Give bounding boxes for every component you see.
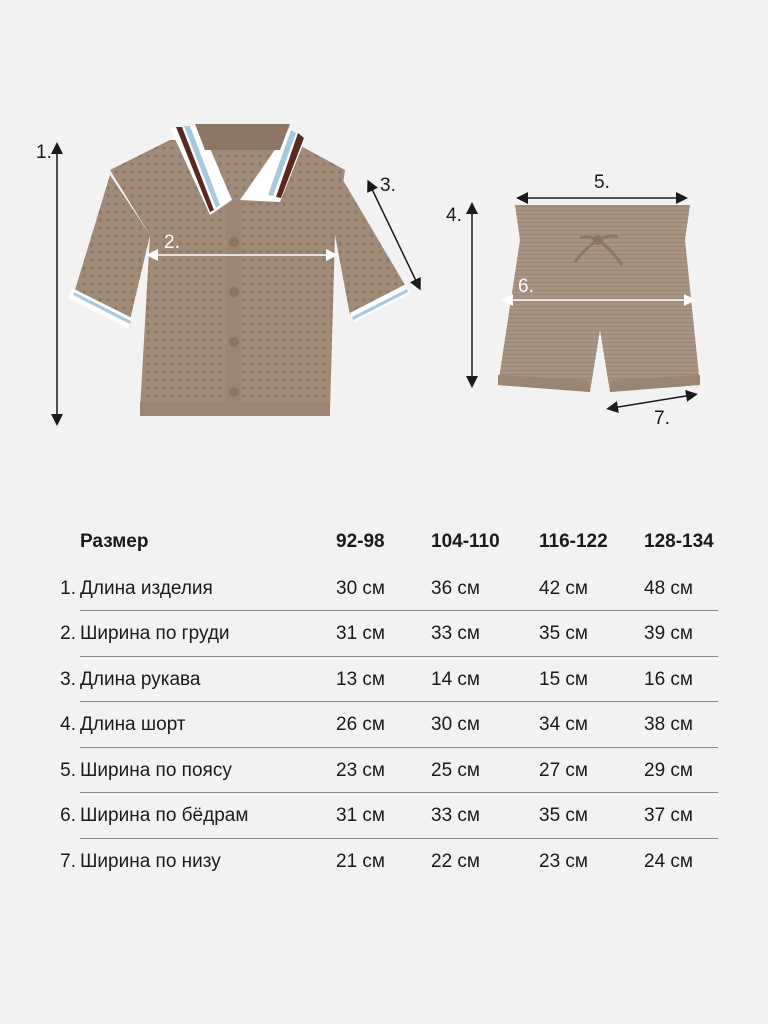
- row-value: 21 см: [336, 850, 385, 872]
- garment-diagram: [0, 0, 768, 470]
- measure-label-7: 7.: [654, 408, 670, 429]
- row-value: 35 см: [539, 623, 588, 644]
- measure-label-1: 1.: [36, 142, 52, 163]
- shirt-placket: [226, 200, 242, 410]
- row-value: 39 см: [644, 623, 693, 644]
- row-number: 7.: [60, 850, 76, 872]
- row-name: Ширина по поясу: [80, 759, 232, 781]
- table-header-size: 128-134: [644, 531, 714, 552]
- shirt: [68, 124, 410, 416]
- row-name: Ширина по бёдрам: [80, 805, 249, 826]
- table-row: [0, 839, 768, 885]
- row-value: 23 см: [336, 759, 385, 781]
- row-value: 15 см: [539, 668, 588, 690]
- table-row: [0, 748, 768, 794]
- table-row: [0, 566, 768, 612]
- row-value: 26 см: [336, 714, 385, 735]
- shorts-body: [498, 240, 700, 392]
- row-name: Ширина по низу: [80, 850, 221, 872]
- row-number: 2.: [60, 623, 76, 644]
- row-value: 25 см: [431, 759, 480, 781]
- size-table: [0, 520, 768, 884]
- shirt-button: [229, 287, 239, 297]
- row-value: 14 см: [431, 668, 480, 690]
- shorts: [498, 205, 700, 392]
- row-value: 30 см: [336, 577, 385, 599]
- row-value: 31 см: [336, 623, 385, 644]
- row-name: Длина рукава: [80, 668, 201, 690]
- row-number: 5.: [60, 759, 76, 781]
- table-row: [0, 657, 768, 703]
- row-value: 31 см: [336, 805, 385, 826]
- row-value: 36 см: [431, 577, 480, 599]
- row-value: 13 см: [336, 668, 385, 690]
- row-number: 6.: [60, 805, 76, 826]
- table-row: [0, 793, 768, 839]
- table-row: [0, 611, 768, 657]
- row-value: 48 см: [644, 577, 693, 599]
- row-value: 33 см: [431, 623, 480, 644]
- row-value: 23 см: [539, 850, 588, 872]
- row-name: Длина шорт: [80, 714, 186, 735]
- row-value: 22 см: [431, 850, 480, 872]
- table-header-row: [0, 520, 768, 566]
- shirt-button: [229, 387, 239, 397]
- measure-label-3: 3.: [380, 175, 396, 196]
- measure-label-2: 2.: [164, 232, 180, 253]
- row-value: 37 см: [644, 805, 693, 826]
- row-value: 30 см: [431, 714, 480, 735]
- row-name: Длина изделия: [80, 577, 213, 599]
- row-value: 29 см: [644, 759, 693, 781]
- table-header-size: 116-122: [539, 531, 608, 552]
- row-number: 1.: [60, 577, 76, 599]
- row-value: 27 см: [539, 759, 588, 781]
- measure-label-6: 6.: [518, 276, 534, 297]
- table-header-size: 104-110: [431, 531, 500, 552]
- row-value: 42 см: [539, 577, 588, 599]
- row-value: 35 см: [539, 805, 588, 826]
- measure-label-4: 4.: [446, 205, 462, 226]
- row-number: 3.: [60, 668, 76, 690]
- table-header-title: Размер: [80, 531, 149, 552]
- row-value: 33 см: [431, 805, 480, 826]
- shirt-button: [229, 237, 239, 247]
- row-name: Ширина по груди: [80, 623, 230, 644]
- row-number: 4.: [60, 714, 76, 735]
- row-value: 24 см: [644, 850, 693, 872]
- shorts-waistband: [515, 205, 690, 240]
- row-value: 38 см: [644, 714, 693, 735]
- row-value: 16 см: [644, 668, 693, 690]
- shirt-button: [229, 337, 239, 347]
- arrow-7: [612, 395, 692, 408]
- table-row: [0, 702, 768, 748]
- garment-svg: [0, 0, 768, 470]
- table-header-size: 92-98: [336, 531, 385, 552]
- row-value: 34 см: [539, 714, 588, 735]
- measure-label-5: 5.: [594, 172, 610, 193]
